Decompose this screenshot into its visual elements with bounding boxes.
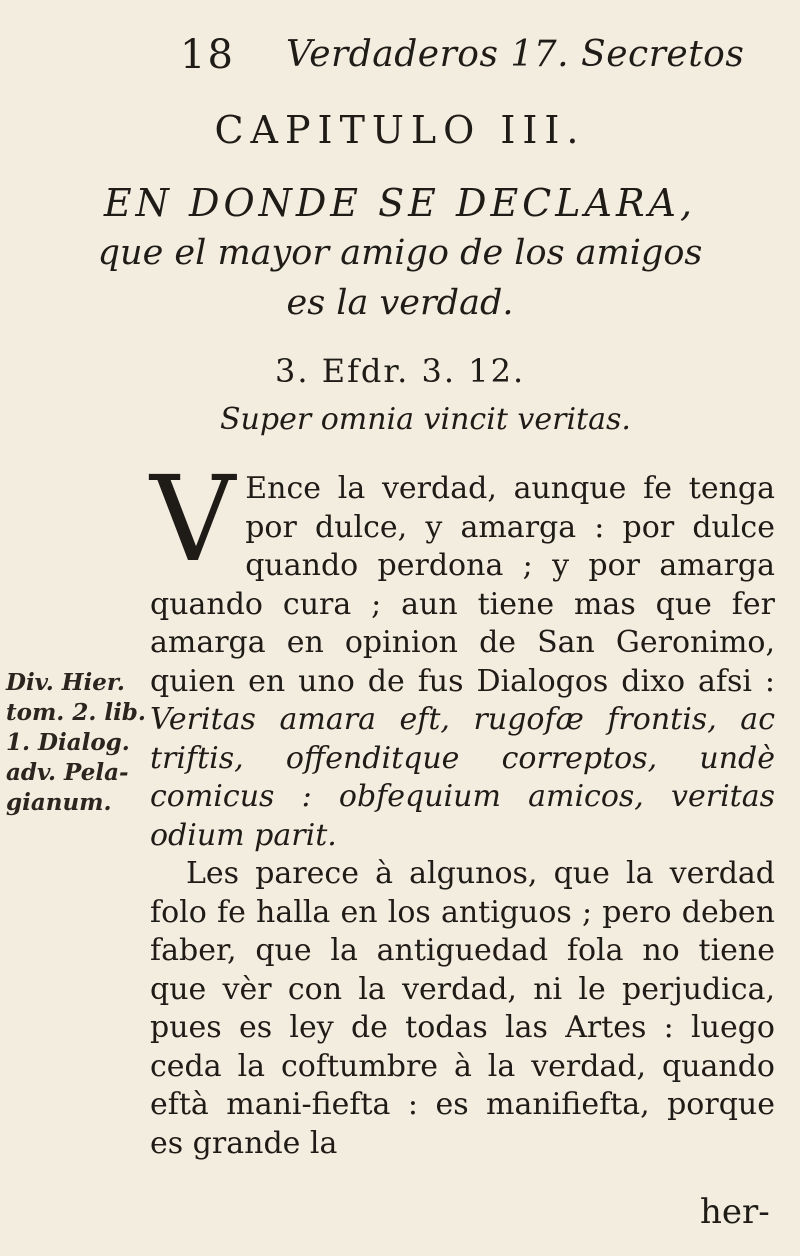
chapter-heading: CAPITULO III. (214, 108, 586, 152)
marginal-note-line: gianum. (6, 789, 112, 816)
subtitle-line-3: es la verdad. (286, 283, 514, 323)
page-number: 18 (180, 32, 235, 78)
running-head (0, 30, 800, 80)
running-title: Verdaderos 17. Secretos (286, 34, 745, 75)
subtitle-line-1: EN DONDE SE DECLARA, (103, 181, 697, 225)
latin-quotation: Veritas amara eft, rugofæ frontis, ac triftis, offenditque correptos, undè comicus : obfequium amicos, veritas odium parit. (150, 702, 775, 853)
drop-capital: V (150, 450, 236, 588)
paragraph-2: Les parece à algunos, que la verdad folo fe halla en los antiguos ; pero deben faber, que la antiguedad fola no tiene que vèr con la verdad, ni le perjudica, pues es ley de todas las Artes : luego ceda la coftumbre à la verdad, quando eftà mani-fiefta : es manifiefta, porque es grande la (150, 856, 775, 1161)
marginal-note-line: Div. Hier. (6, 669, 125, 696)
catchword: her- (700, 1192, 770, 1232)
marginal-note-line: adv. Pela- (6, 759, 129, 786)
marginal-note-line: tom. 2. lib. (6, 699, 146, 726)
chapter-subtitle (0, 178, 800, 328)
paragraph-1-text: Ence la verdad, aunque fe tenga por dulce, y amarga : por dulce quando perdona ; y por amarga quando cura ; aun tiene mas que fer amarga en opinion de San Geronimo, quien en uno de fus Dialogos dixo afsi : (150, 471, 775, 699)
scripture-citation: 3. Efdr. 3. 12. (275, 352, 526, 390)
subtitle-line-2: que el mayor amigo de los amigos (97, 233, 703, 273)
epigraph-motto: Super omnia vincit veritas. (220, 402, 631, 437)
paragraph-1 (150, 450, 775, 855)
marginal-note (6, 668, 146, 818)
body-text (150, 450, 775, 1163)
marginal-note-line: 1. Dialog. (6, 729, 130, 756)
